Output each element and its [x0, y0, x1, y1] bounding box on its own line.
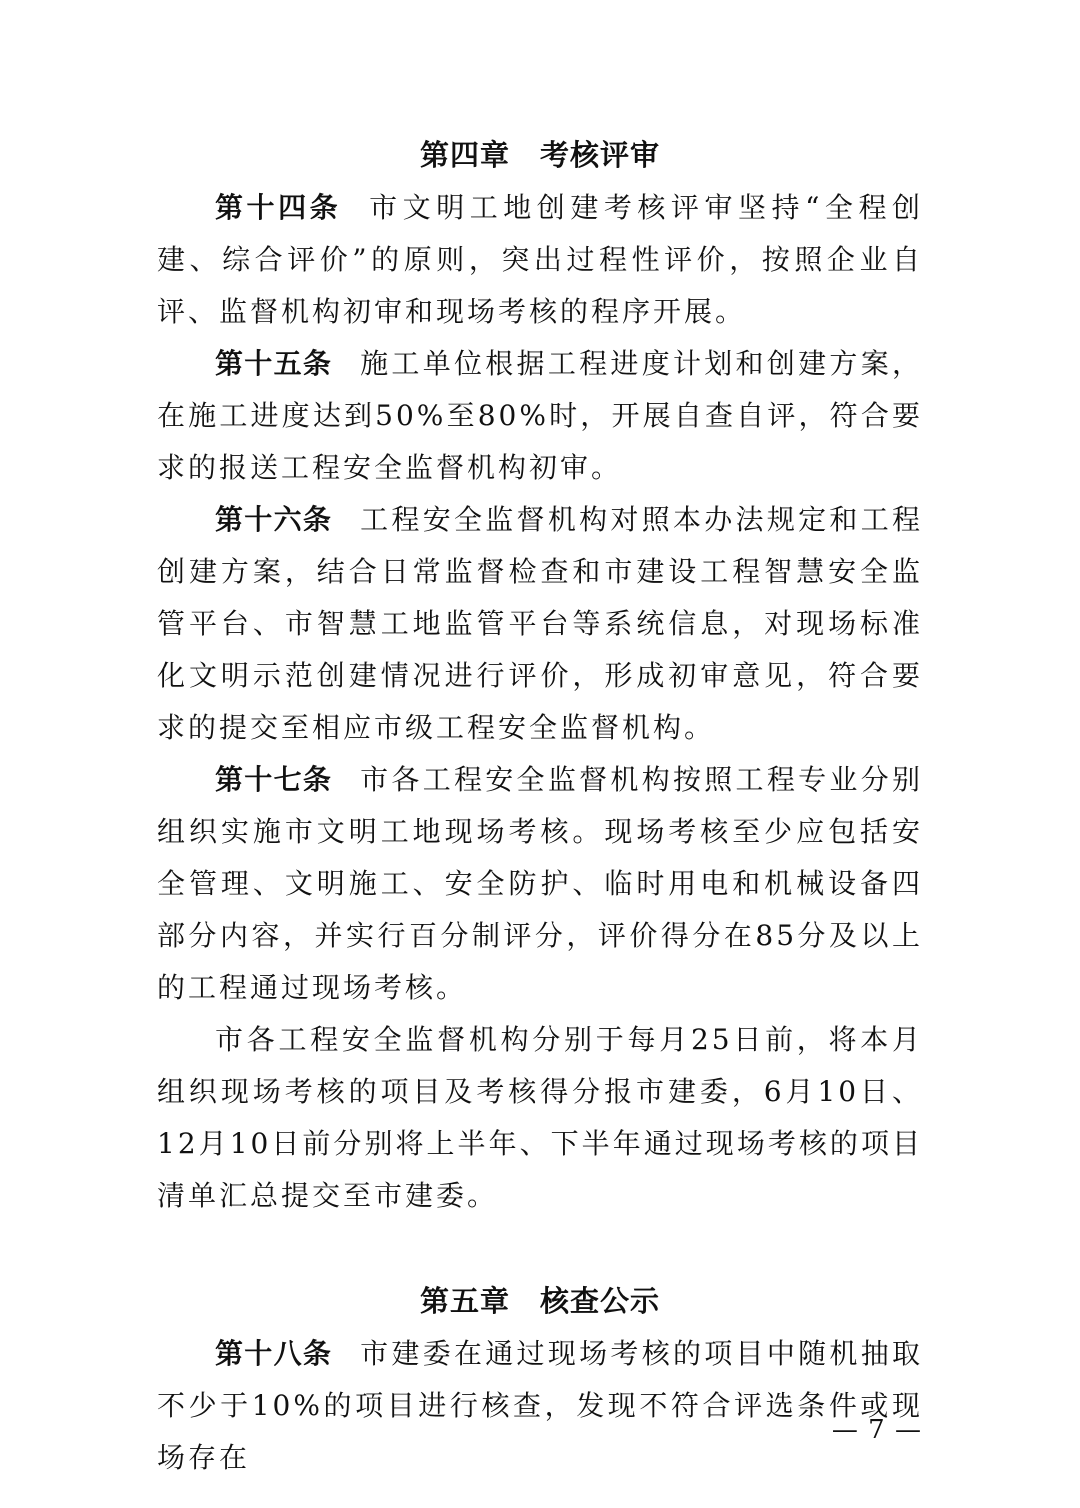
article-15	[157, 338, 923, 494]
article-17-paragraph-2: 市各工程安全监督机构分别于每月25日前，将本月组织现场考核的项目及考核得分报市建委，6月10日、12月10日前分别将上半年、下半年通过现场考核的项目清单汇总提交至市建委。	[157, 1023, 923, 1212]
article-16-text: 工程安全监督机构对照本办法规定和工程创建方案，结合日常监督检查和市建设工程智慧安全监管平台、市智慧工地监管平台等系统信息，对现场标准化文明示范创建情况进行评价，形成初审意见，符合要求的提交至相应市级工程安全监督机构。	[157, 503, 923, 744]
article-14	[157, 182, 923, 338]
chapter-spacer	[157, 1222, 923, 1274]
chapter-5-number: 第五章	[419, 1284, 510, 1318]
article-18	[157, 1328, 923, 1484]
article-17-text: 市各工程安全监督机构按照工程专业分别组织实施市文明工地现场考核。现场考核至少应包括安全管理、文明施工、安全防护、临时用电和机械设备四部分内容，并实行百分制评分，评价得分在85分及以上的工程通过现场考核。	[157, 763, 923, 1004]
chapter-5-title: 核查公示	[540, 1284, 661, 1318]
article-14-number: 第十四条	[215, 191, 342, 224]
article-17	[157, 754, 923, 1014]
page-number: — 7 —	[831, 1415, 922, 1445]
chapter-5-heading	[157, 1274, 923, 1328]
article-17-number: 第十七条	[215, 763, 333, 796]
chapter-4-heading	[157, 128, 923, 182]
article-16	[157, 494, 923, 754]
document-page	[157, 128, 923, 1484]
article-18-number: 第十八条	[215, 1337, 333, 1370]
article-15-number: 第十五条	[215, 347, 333, 380]
article-16-number: 第十六条	[215, 503, 333, 536]
chapter-4-title: 考核评审	[540, 138, 661, 172]
chapter-4-number: 第四章	[419, 138, 510, 172]
article-18-text: 市建委在通过现场考核的项目中随机抽取不少于10%的项目进行核查，发现不符合评选条件或现场存在	[157, 1337, 923, 1474]
article-14-text: 市文明工地创建考核评审坚持“全程创建、综合评价”的原则，突出过程性评价，按照企业自评、监督机构初审和现场考核的程序开展。	[157, 191, 923, 328]
article-15-text: 施工单位根据工程进度计划和创建方案，在施工进度达到50%至80%时，开展自查自评，符合要求的报送工程安全监督机构初审。	[157, 347, 923, 484]
